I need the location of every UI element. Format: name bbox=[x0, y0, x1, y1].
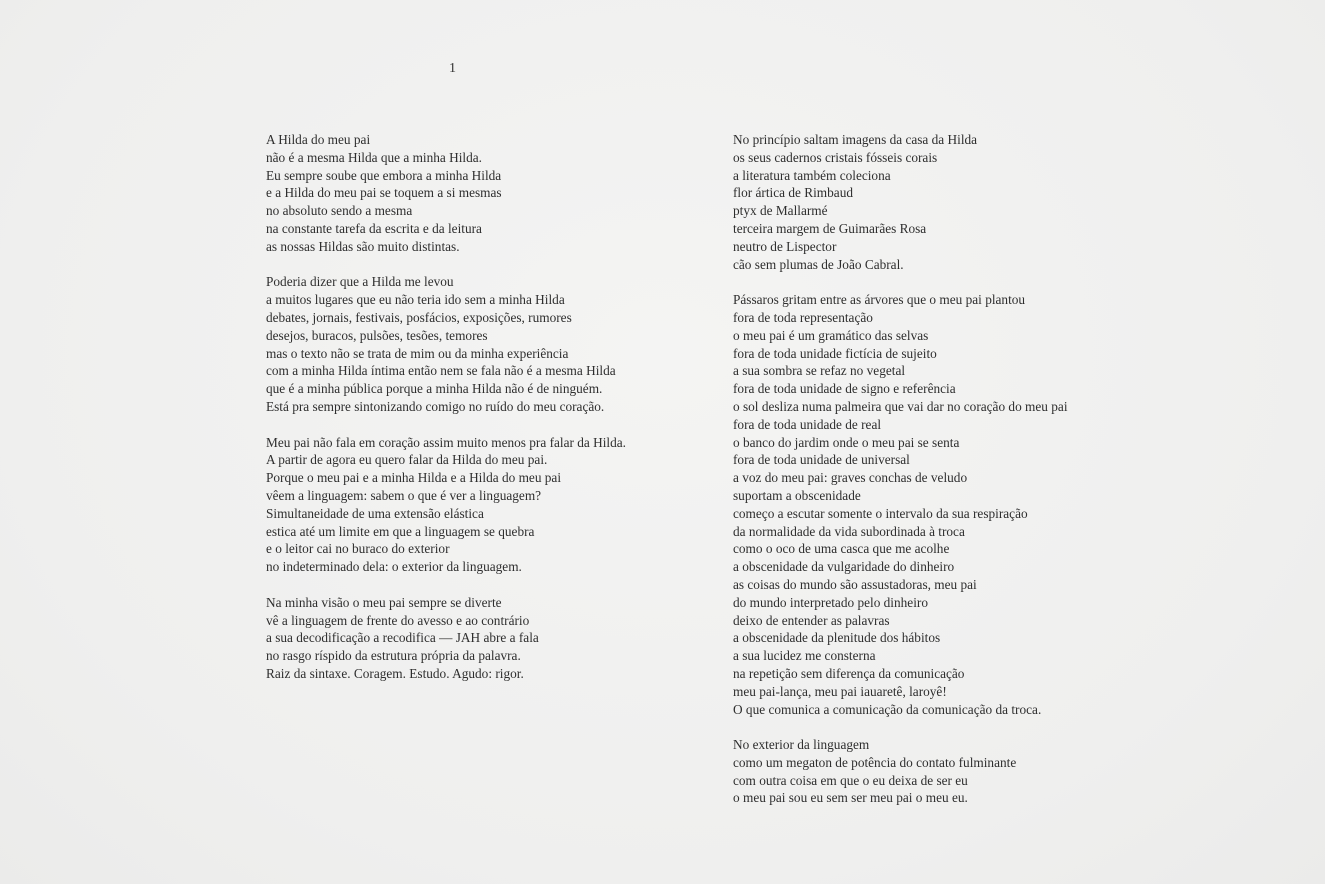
poem-line: a sua lucidez me consterna bbox=[733, 648, 876, 664]
poem-line: debates, jornais, festivais, posfácios, exposições, rumores bbox=[266, 309, 572, 325]
stanza bbox=[266, 131, 686, 256]
poem-line: a literatura também coleciona bbox=[733, 167, 891, 183]
poem-line: com a minha Hilda íntima então nem se fala não é a mesma Hilda bbox=[266, 363, 616, 379]
poem-line: e a Hilda do meu pai se toquem a si mesmas bbox=[266, 185, 502, 201]
poem-line: A Hilda do meu pai bbox=[266, 132, 371, 147]
poem-line: vê a linguagem de frente do avesso e ao contrário bbox=[266, 612, 530, 628]
poem-line: a obscenidade da plenitude dos hábitos bbox=[733, 630, 941, 646]
poem-line: fora de toda unidade fictícia de sujeito bbox=[733, 345, 937, 361]
poem-line: a voz do meu pai: graves conchas de veludo bbox=[733, 470, 968, 486]
poem-line: Eu sempre soube que embora a minha Hilda bbox=[266, 167, 502, 183]
poem-line: com outra coisa em que o eu deixa de ser eu bbox=[733, 772, 968, 788]
poem-line: que é a minha pública porque a minha Hilda não é de ninguém. bbox=[266, 381, 603, 397]
poem-line: o sol desliza numa palmeira que vai dar no coração do meu pai bbox=[733, 398, 1068, 414]
poem-line: da normalidade da vida subordinada à troca bbox=[733, 523, 965, 539]
poem-line: ptyx de Mallarmé bbox=[733, 203, 828, 219]
poem-line: Pássaros gritam entre as árvores que o meu pai plantou bbox=[733, 292, 1026, 308]
poem-line: a obscenidade da vulgaridade do dinheiro bbox=[733, 559, 955, 575]
poem-line: as coisas do mundo são assustadoras, meu pai bbox=[733, 576, 977, 592]
poem-line: na constante tarefa da escrita e da leitura bbox=[266, 220, 482, 236]
poem-line: no absoluto sendo a mesma bbox=[266, 203, 413, 219]
poem-line: O que comunica a comunicação da comunicação da troca. bbox=[733, 701, 1042, 717]
poem-line: no indeterminado dela: o exterior da linguagem. bbox=[266, 559, 522, 575]
page-number: 1 bbox=[449, 61, 456, 76]
poem-line: começo a escutar somente o intervalo da sua respiração bbox=[733, 505, 1028, 521]
poem-line: fora de toda unidade de real bbox=[733, 416, 882, 432]
poem-line: o meu pai sou eu sem ser meu pai o meu eu. bbox=[733, 790, 968, 806]
stanza bbox=[266, 434, 686, 576]
poem-line: deixo de entender as palavras bbox=[733, 612, 890, 628]
poem-line: a muitos lugares que eu não teria ido sem a minha Hilda bbox=[266, 292, 565, 308]
stanza bbox=[266, 594, 686, 683]
poem-line: terceira margem de Guimarães Rosa bbox=[733, 220, 927, 236]
poem-line: cão sem plumas de João Cabral. bbox=[733, 256, 904, 272]
poem-line: no rasgo ríspido da estrutura própria da palavra. bbox=[266, 648, 521, 664]
poem-line: não é a mesma Hilda que a minha Hilda. bbox=[266, 149, 483, 165]
poem-line: desejos, buracos, pulsões, tesões, temores bbox=[266, 327, 488, 343]
poem-line: fora de toda unidade de universal bbox=[733, 452, 910, 468]
poem-line: na repetição sem diferença da comunicação bbox=[733, 665, 965, 681]
poem-line: as nossas Hildas são muito distintas. bbox=[266, 238, 460, 254]
right-column bbox=[733, 131, 1153, 825]
poem-line: Simultaneidade de uma extensão elástica bbox=[266, 505, 484, 521]
left-column bbox=[266, 131, 686, 701]
stanza bbox=[733, 291, 1153, 718]
poem-line: Poderia dizer que a Hilda me levou bbox=[266, 274, 454, 290]
poem-line: fora de toda representação bbox=[733, 309, 873, 325]
poem-line: como o oco de uma casca que me acolhe bbox=[733, 541, 950, 557]
poem-line: No princípio saltam imagens da casa da Hilda bbox=[733, 132, 978, 147]
poem-line: os seus cadernos cristais fósseis corais bbox=[733, 149, 938, 165]
poem-line: Raiz da sintaxe. Coragem. Estudo. Agudo: rigor. bbox=[266, 665, 524, 681]
poem-line: suportam a obscenidade bbox=[733, 487, 861, 503]
poem-line: meu pai-lança, meu pai iauaretê, laroyê! bbox=[733, 683, 947, 699]
poem-line: o meu pai é um gramático das selvas bbox=[733, 327, 929, 343]
poem-line: flor ártica de Rimbaud bbox=[733, 185, 853, 201]
poem-line: No exterior da linguagem bbox=[733, 737, 870, 753]
stanza bbox=[733, 131, 1153, 273]
poem-line: a sua decodificação a recodifica — JAH abre a fala bbox=[266, 630, 539, 646]
poem-line: a sua sombra se refaz no vegetal bbox=[733, 363, 906, 379]
poem-line: do mundo interpretado pelo dinheiro bbox=[733, 594, 928, 610]
poem-line: Na minha visão o meu pai sempre se diverte bbox=[266, 594, 502, 610]
stanza bbox=[733, 736, 1153, 807]
poem-line: Porque o meu pai e a minha Hilda e a Hilda do meu pai bbox=[266, 470, 562, 486]
poem-line: estica até um limite em que a linguagem se quebra bbox=[266, 523, 535, 539]
poem-line: e o leitor cai no buraco do exterior bbox=[266, 541, 450, 557]
poem-line: Meu pai não fala em coração assim muito menos pra falar da Hilda. bbox=[266, 434, 626, 450]
poem-line: neutro de Lispector bbox=[733, 238, 837, 254]
poem-line: Está pra sempre sintonizando comigo no ruído do meu coração. bbox=[266, 398, 605, 414]
poem-line: mas o texto não se trata de mim ou da minha experiência bbox=[266, 345, 569, 361]
poem-line: o banco do jardim onde o meu pai se senta bbox=[733, 434, 960, 450]
poem-line: como um megaton de potência do contato fulminante bbox=[733, 754, 1017, 770]
stanza bbox=[266, 273, 686, 415]
poem-line: vêem a linguagem: sabem o que é ver a linguagem? bbox=[266, 487, 542, 503]
poem-line: A partir de agora eu quero falar da Hilda do meu pai. bbox=[266, 452, 548, 468]
poem-line: fora de toda unidade de signo e referência bbox=[733, 381, 956, 397]
